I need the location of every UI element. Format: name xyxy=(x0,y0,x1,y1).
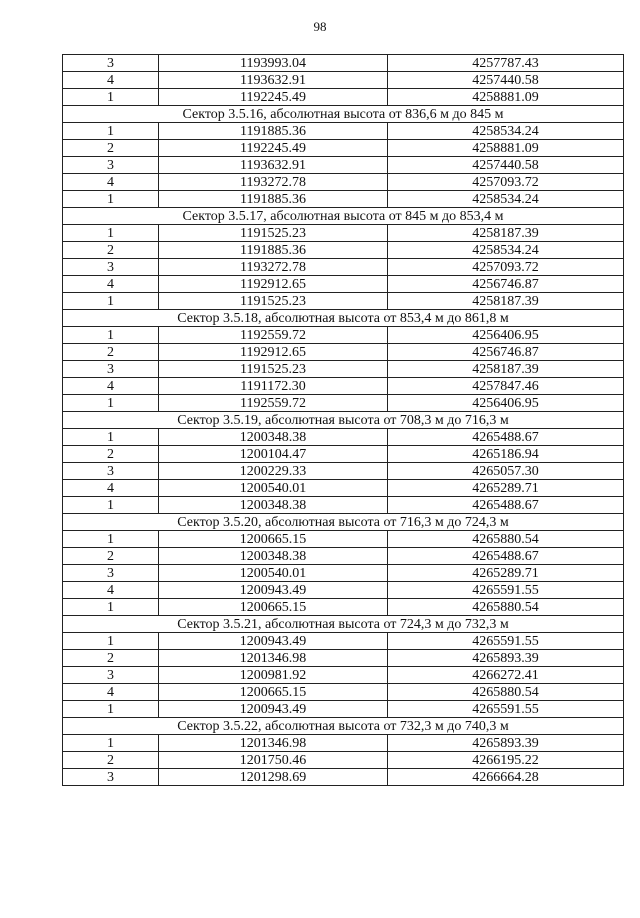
x-coordinate-cell: 1193632.91 xyxy=(159,72,388,89)
table-row xyxy=(63,344,624,361)
point-number-cell: 3 xyxy=(63,463,159,480)
x-coordinate-cell: 1200540.01 xyxy=(159,480,388,497)
table-row xyxy=(63,633,624,650)
point-number-cell: 1 xyxy=(63,191,159,208)
y-coordinate-cell: 4257440.58 xyxy=(388,72,624,89)
sector-header-row xyxy=(63,514,624,531)
sector-title: Сектор 3.5.22, абсолютная высота от 732,3 м до 740,3 м xyxy=(63,718,624,735)
table-row xyxy=(63,293,624,310)
table-row xyxy=(63,531,624,548)
page-number: 98 xyxy=(313,19,327,34)
x-coordinate-cell: 1193632.91 xyxy=(159,157,388,174)
y-coordinate-cell: 4257093.72 xyxy=(388,259,624,276)
x-coordinate-cell: 1191885.36 xyxy=(159,242,388,259)
table-row xyxy=(63,259,624,276)
point-number-cell: 1 xyxy=(63,225,159,242)
y-coordinate-cell: 4258534.24 xyxy=(388,123,624,140)
sector-header-row xyxy=(63,718,624,735)
x-coordinate-cell: 1193993.04 xyxy=(159,55,388,72)
y-coordinate-cell: 4258187.39 xyxy=(388,361,624,378)
table-row xyxy=(63,497,624,514)
point-number-cell: 4 xyxy=(63,582,159,599)
x-coordinate-cell: 1200665.15 xyxy=(159,684,388,701)
x-coordinate-cell: 1200348.38 xyxy=(159,497,388,514)
sector-title: Сектор 3.5.17, абсолютная высота от 845 м до 853,4 м xyxy=(63,208,624,225)
point-number-cell: 3 xyxy=(63,565,159,582)
sector-header-row xyxy=(63,106,624,123)
point-number-cell: 2 xyxy=(63,344,159,361)
point-number-cell: 1 xyxy=(63,429,159,446)
x-coordinate-cell: 1200943.49 xyxy=(159,582,388,599)
table-row xyxy=(63,140,624,157)
sector-header-row xyxy=(63,310,624,327)
table-row xyxy=(63,582,624,599)
table-row xyxy=(63,174,624,191)
y-coordinate-cell: 4265057.30 xyxy=(388,463,624,480)
y-coordinate-cell: 4265186.94 xyxy=(388,446,624,463)
point-number-cell: 1 xyxy=(63,633,159,650)
y-coordinate-cell: 4265880.54 xyxy=(388,684,624,701)
x-coordinate-cell: 1200229.33 xyxy=(159,463,388,480)
table-row xyxy=(63,701,624,718)
table-row xyxy=(63,429,624,446)
y-coordinate-cell: 4257440.58 xyxy=(388,157,624,174)
point-number-cell: 1 xyxy=(63,599,159,616)
table-row xyxy=(63,650,624,667)
x-coordinate-cell: 1192559.72 xyxy=(159,327,388,344)
table-row xyxy=(63,463,624,480)
sector-title: Сектор 3.5.18, абсолютная высота от 853,4 м до 861,8 м xyxy=(63,310,624,327)
y-coordinate-cell: 4265893.39 xyxy=(388,650,624,667)
point-number-cell: 1 xyxy=(63,735,159,752)
table-row xyxy=(63,242,624,259)
x-coordinate-cell: 1191885.36 xyxy=(159,191,388,208)
point-number-cell: 3 xyxy=(63,769,159,786)
x-coordinate-cell: 1200348.38 xyxy=(159,429,388,446)
y-coordinate-cell: 4258881.09 xyxy=(388,89,624,106)
table-row xyxy=(63,446,624,463)
table-row xyxy=(63,276,624,293)
point-number-cell: 2 xyxy=(63,446,159,463)
table-row xyxy=(63,89,624,106)
y-coordinate-cell: 4258881.09 xyxy=(388,140,624,157)
table-row xyxy=(63,378,624,395)
point-number-cell: 3 xyxy=(63,157,159,174)
x-coordinate-cell: 1193272.78 xyxy=(159,174,388,191)
point-number-cell: 1 xyxy=(63,701,159,718)
sector-title: Сектор 3.5.19, абсолютная высота от 708,3 м до 716,3 м xyxy=(63,412,624,429)
x-coordinate-cell: 1191885.36 xyxy=(159,123,388,140)
x-coordinate-cell: 1200104.47 xyxy=(159,446,388,463)
table-row xyxy=(63,565,624,582)
point-number-cell: 4 xyxy=(63,378,159,395)
sector-header-row xyxy=(63,208,624,225)
point-number-cell: 1 xyxy=(63,395,159,412)
x-coordinate-cell: 1192912.65 xyxy=(159,344,388,361)
y-coordinate-cell: 4265488.67 xyxy=(388,429,624,446)
point-number-cell: 1 xyxy=(63,327,159,344)
sector-header-row xyxy=(63,616,624,633)
table-row xyxy=(63,735,624,752)
x-coordinate-cell: 1191525.23 xyxy=(159,293,388,310)
y-coordinate-cell: 4265591.55 xyxy=(388,582,624,599)
y-coordinate-cell: 4258187.39 xyxy=(388,293,624,310)
sector-title: Сектор 3.5.16, абсолютная высота от 836,6 м до 845 м xyxy=(63,106,624,123)
point-number-cell: 3 xyxy=(63,259,159,276)
table-row xyxy=(63,684,624,701)
y-coordinate-cell: 4256746.87 xyxy=(388,276,624,293)
table-row xyxy=(63,480,624,497)
y-coordinate-cell: 4265591.55 xyxy=(388,701,624,718)
x-coordinate-cell: 1192912.65 xyxy=(159,276,388,293)
sector-title: Сектор 3.5.20, абсолютная высота от 716,3 м до 724,3 м xyxy=(63,514,624,531)
x-coordinate-cell: 1200943.49 xyxy=(159,633,388,650)
table-row xyxy=(63,327,624,344)
x-coordinate-cell: 1191525.23 xyxy=(159,361,388,378)
table-row xyxy=(63,667,624,684)
point-number-cell: 3 xyxy=(63,667,159,684)
x-coordinate-cell: 1200665.15 xyxy=(159,599,388,616)
sector-header-row xyxy=(63,412,624,429)
y-coordinate-cell: 4258534.24 xyxy=(388,242,624,259)
y-coordinate-cell: 4256746.87 xyxy=(388,344,624,361)
table-row xyxy=(63,752,624,769)
y-coordinate-cell: 4265488.67 xyxy=(388,497,624,514)
table-row xyxy=(63,225,624,242)
y-coordinate-cell: 4256406.95 xyxy=(388,395,624,412)
table-row xyxy=(63,191,624,208)
y-coordinate-cell: 4257093.72 xyxy=(388,174,624,191)
point-number-cell: 4 xyxy=(63,72,159,89)
y-coordinate-cell: 4265591.55 xyxy=(388,633,624,650)
y-coordinate-cell: 4266272.41 xyxy=(388,667,624,684)
table-row xyxy=(63,395,624,412)
y-coordinate-cell: 4256406.95 xyxy=(388,327,624,344)
y-coordinate-cell: 4266195.22 xyxy=(388,752,624,769)
x-coordinate-cell: 1200981.92 xyxy=(159,667,388,684)
point-number-cell: 3 xyxy=(63,55,159,72)
x-coordinate-cell: 1192245.49 xyxy=(159,140,388,157)
point-number-cell: 1 xyxy=(63,123,159,140)
table-row xyxy=(63,55,624,72)
y-coordinate-cell: 4265880.54 xyxy=(388,599,624,616)
y-coordinate-cell: 4258534.24 xyxy=(388,191,624,208)
point-number-cell: 1 xyxy=(63,293,159,310)
point-number-cell: 1 xyxy=(63,89,159,106)
y-coordinate-cell: 4258187.39 xyxy=(388,225,624,242)
point-number-cell: 2 xyxy=(63,650,159,667)
point-number-cell: 2 xyxy=(63,548,159,565)
x-coordinate-cell: 1192559.72 xyxy=(159,395,388,412)
table-row xyxy=(63,72,624,89)
x-coordinate-cell: 1201346.98 xyxy=(159,650,388,667)
x-coordinate-cell: 1200348.38 xyxy=(159,548,388,565)
y-coordinate-cell: 4266664.28 xyxy=(388,769,624,786)
table-row xyxy=(63,157,624,174)
x-coordinate-cell: 1201346.98 xyxy=(159,735,388,752)
y-coordinate-cell: 4265880.54 xyxy=(388,531,624,548)
sector-title: Сектор 3.5.21, абсолютная высота от 724,3 м до 732,3 м xyxy=(63,616,624,633)
table-row xyxy=(63,548,624,565)
point-number-cell: 2 xyxy=(63,242,159,259)
table-row xyxy=(63,599,624,616)
coordinates-table xyxy=(62,54,624,786)
x-coordinate-cell: 1200540.01 xyxy=(159,565,388,582)
x-coordinate-cell: 1193272.78 xyxy=(159,259,388,276)
point-number-cell: 1 xyxy=(63,497,159,514)
point-number-cell: 3 xyxy=(63,361,159,378)
point-number-cell: 4 xyxy=(63,276,159,293)
x-coordinate-cell: 1201750.46 xyxy=(159,752,388,769)
table-row xyxy=(63,769,624,786)
x-coordinate-cell: 1201298.69 xyxy=(159,769,388,786)
x-coordinate-cell: 1200665.15 xyxy=(159,531,388,548)
y-coordinate-cell: 4265289.71 xyxy=(388,565,624,582)
x-coordinate-cell: 1200943.49 xyxy=(159,701,388,718)
y-coordinate-cell: 4265488.67 xyxy=(388,548,624,565)
point-number-cell: 4 xyxy=(63,174,159,191)
x-coordinate-cell: 1191172.30 xyxy=(159,378,388,395)
x-coordinate-cell: 1192245.49 xyxy=(159,89,388,106)
point-number-cell: 2 xyxy=(63,140,159,157)
y-coordinate-cell: 4265893.39 xyxy=(388,735,624,752)
point-number-cell: 1 xyxy=(63,531,159,548)
point-number-cell: 4 xyxy=(63,684,159,701)
table-row xyxy=(63,123,624,140)
x-coordinate-cell: 1191525.23 xyxy=(159,225,388,242)
y-coordinate-cell: 4257847.46 xyxy=(388,378,624,395)
table-row xyxy=(63,361,624,378)
coordinates-table-body xyxy=(63,55,624,786)
y-coordinate-cell: 4257787.43 xyxy=(388,55,624,72)
point-number-cell: 2 xyxy=(63,752,159,769)
point-number-cell: 4 xyxy=(63,480,159,497)
y-coordinate-cell: 4265289.71 xyxy=(388,480,624,497)
